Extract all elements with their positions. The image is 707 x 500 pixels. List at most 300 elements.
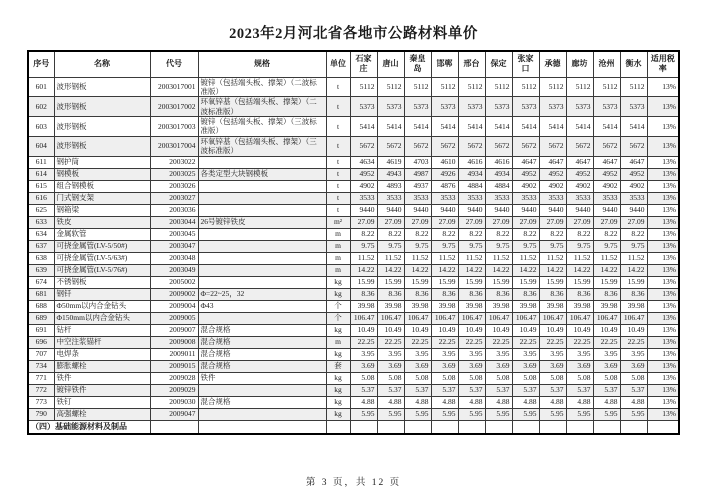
cell-price (377, 420, 404, 434)
cell-price: 5112 (512, 77, 539, 97)
cell-name: 钻杆 (54, 324, 150, 336)
cell-price: 9440 (350, 204, 377, 216)
cell-price: 3.69 (404, 360, 431, 372)
cell-price: 11.52 (431, 252, 458, 264)
cell-price: 5112 (593, 77, 620, 97)
cell-price: 15.99 (485, 276, 512, 288)
table-row (28, 97, 679, 117)
cell-unit: 个 (326, 312, 350, 324)
cell-price: 5373 (458, 97, 485, 117)
cell-price: 9440 (539, 204, 566, 216)
cell-price: 106.47 (620, 312, 647, 324)
table-row (28, 156, 679, 168)
cell-tax: 13% (647, 204, 679, 216)
cell-no: 689 (28, 312, 54, 324)
cell-price: 39.98 (350, 300, 377, 312)
page-footer: 第 3 页，共 12 页 (305, 478, 402, 488)
cell-price: 5373 (485, 97, 512, 117)
column-header: 唐山 (377, 51, 404, 77)
cell-price (512, 420, 539, 434)
cell-price: 5.95 (539, 408, 566, 420)
column-header: 适用税率 (647, 51, 679, 77)
cell-price: 5672 (566, 136, 593, 156)
cell-price: 9.75 (566, 240, 593, 252)
column-header: 衡水 (620, 51, 647, 77)
table-row (28, 276, 679, 288)
cell-tax (647, 420, 679, 434)
cell-price: 8.36 (620, 288, 647, 300)
cell-price: 27.09 (620, 216, 647, 228)
price-table (27, 50, 680, 435)
column-header: 代号 (150, 51, 198, 77)
cell-price: 22.25 (539, 336, 566, 348)
cell-price: 5112 (431, 77, 458, 97)
cell-price: 4943 (377, 168, 404, 180)
cell-no: 674 (28, 276, 54, 288)
cell-price: 106.47 (350, 312, 377, 324)
cell-price: 4.88 (539, 396, 566, 408)
cell-price: 4884 (485, 180, 512, 192)
cell-price: 5.37 (377, 384, 404, 396)
cell-price: 9440 (512, 204, 539, 216)
cell-tax: 13% (647, 288, 679, 300)
cell-name: 不锈钢板 (54, 276, 150, 288)
cell-price: 11.52 (485, 252, 512, 264)
cell-price: 27.09 (431, 216, 458, 228)
cell-price: 15.99 (512, 276, 539, 288)
cell-price (566, 420, 593, 434)
cell-no: 734 (28, 360, 54, 372)
cell-price: 5.08 (377, 372, 404, 384)
cell-price: 3.95 (377, 348, 404, 360)
cell-no: 790 (28, 408, 54, 420)
cell-code (150, 420, 198, 434)
table-row (28, 240, 679, 252)
cell-no: 681 (28, 288, 54, 300)
cell-price: 10.49 (431, 324, 458, 336)
cell-price: 39.98 (620, 300, 647, 312)
cell-price: 5373 (350, 97, 377, 117)
table-row (28, 168, 679, 180)
cell-unit: kg (326, 324, 350, 336)
cell-price: 9.75 (377, 240, 404, 252)
cell-price: 27.09 (377, 216, 404, 228)
cell-price: 15.99 (350, 276, 377, 288)
cell-price (593, 420, 620, 434)
cell-price: 3.69 (593, 360, 620, 372)
cell-code: 2003022 (150, 156, 198, 168)
cell-price: 15.99 (620, 276, 647, 288)
cell-code: 2003017003 (150, 117, 198, 137)
cell-price: 5.37 (404, 384, 431, 396)
cell-code: 2003026 (150, 180, 198, 192)
column-header: 邯郸 (431, 51, 458, 77)
cell-price: 5373 (431, 97, 458, 117)
cell-price: 3.69 (566, 360, 593, 372)
cell-price: 3533 (512, 192, 539, 204)
cell-code: 2009007 (150, 324, 198, 336)
cell-name: 金属软管 (54, 228, 150, 240)
cell-name: 高强螺栓 (54, 408, 150, 420)
cell-price (485, 420, 512, 434)
cell-price: 4902 (566, 180, 593, 192)
cell-price: 4952 (512, 168, 539, 180)
cell-price: 5414 (539, 117, 566, 137)
cell-price: 39.98 (566, 300, 593, 312)
cell-unit: t (326, 136, 350, 156)
cell-price (620, 420, 647, 434)
cell-price: 27.09 (458, 216, 485, 228)
cell-price: 39.98 (458, 300, 485, 312)
cell-price: 3533 (485, 192, 512, 204)
cell-price: 10.49 (377, 324, 404, 336)
cell-spec: 环氧锌基（包括端头板、撑架）（三波标准版） (198, 136, 326, 156)
cell-unit: kg (326, 408, 350, 420)
cell-unit: t (326, 180, 350, 192)
cell-tax: 13% (647, 360, 679, 372)
cell-price: 15.99 (431, 276, 458, 288)
cell-tax: 13% (647, 192, 679, 204)
cell-price: 3533 (458, 192, 485, 204)
cell-code: 2005002 (150, 276, 198, 288)
cell-code: 2009008 (150, 336, 198, 348)
cell-price: 3.69 (431, 360, 458, 372)
cell-price: 11.52 (512, 252, 539, 264)
cell-unit: m (326, 228, 350, 240)
cell-price: 39.98 (377, 300, 404, 312)
cell-price: 4952 (593, 168, 620, 180)
cell-spec: 铁件 (198, 372, 326, 384)
cell-price: 10.49 (458, 324, 485, 336)
cell-price: 106.47 (593, 312, 620, 324)
cell-price: 5.08 (593, 372, 620, 384)
cell-price: 4902 (620, 180, 647, 192)
cell-price: 5672 (404, 136, 431, 156)
cell-price: 5.08 (350, 372, 377, 384)
cell-price: 9.75 (593, 240, 620, 252)
cell-unit: t (326, 204, 350, 216)
cell-unit: kg (326, 276, 350, 288)
cell-price: 14.22 (404, 264, 431, 276)
cell-no: 772 (28, 384, 54, 396)
table-row (28, 252, 679, 264)
cell-price: 22.25 (485, 336, 512, 348)
cell-price: 5.95 (350, 408, 377, 420)
cell-price: 9440 (566, 204, 593, 216)
cell-price: 10.49 (620, 324, 647, 336)
cell-price: 8.36 (593, 288, 620, 300)
cell-name: 可挠金属管(LV-5/50#) (54, 240, 150, 252)
cell-no: 707 (28, 348, 54, 360)
table-row (28, 324, 679, 336)
cell-tax: 13% (647, 180, 679, 192)
cell-price: 11.52 (377, 252, 404, 264)
cell-price: 8.22 (485, 228, 512, 240)
cell-spec (198, 384, 326, 396)
table-row (28, 216, 679, 228)
cell-price: 22.25 (404, 336, 431, 348)
cell-price (458, 420, 485, 434)
table-row (28, 136, 679, 156)
cell-code: 2009004 (150, 300, 198, 312)
cell-spec: 混合规格 (198, 348, 326, 360)
cell-spec: Φ43 (198, 300, 326, 312)
cell-price: 5.37 (458, 384, 485, 396)
table-row (28, 264, 679, 276)
cell-name: Φ150mm以内合金钻头 (54, 312, 150, 324)
cell-price: 5.37 (350, 384, 377, 396)
cell-price: 4.88 (512, 396, 539, 408)
cell-price: 3.69 (458, 360, 485, 372)
cell-price: 5373 (539, 97, 566, 117)
page-title: 2023年2月河北省各地市公路材料单价 (229, 26, 478, 42)
cell-code: 2003017002 (150, 97, 198, 117)
column-header: 保定 (485, 51, 512, 77)
cell-tax: 13% (647, 348, 679, 360)
cell-price: 5414 (512, 117, 539, 137)
cell-spec (198, 312, 326, 324)
cell-price: 14.22 (512, 264, 539, 276)
cell-price: 39.98 (512, 300, 539, 312)
cell-price: 4.88 (620, 396, 647, 408)
column-header: 名称 (54, 51, 150, 77)
cell-code: 2003036 (150, 204, 198, 216)
cell-code: 2003017001 (150, 77, 198, 97)
cell-unit: 套 (326, 360, 350, 372)
cell-price: 5.95 (404, 408, 431, 420)
cell-tax: 13% (647, 336, 679, 348)
cell-tax: 13% (647, 408, 679, 420)
cell-price: 3.95 (404, 348, 431, 360)
cell-price: 5373 (377, 97, 404, 117)
cell-price: 4610 (431, 156, 458, 168)
cell-name: 中空注浆锚杆 (54, 336, 150, 348)
cell-price: 11.52 (539, 252, 566, 264)
cell-name: 波形钢板 (54, 136, 150, 156)
cell-no: 696 (28, 336, 54, 348)
cell-price: 27.09 (404, 216, 431, 228)
table-row (28, 336, 679, 348)
cell-name: 门式钢支架 (54, 192, 150, 204)
column-header: 石家庄 (350, 51, 377, 77)
cell-price: 3.95 (593, 348, 620, 360)
cell-price: 4902 (350, 180, 377, 192)
cell-price: 8.36 (377, 288, 404, 300)
header-row (28, 51, 679, 77)
cell-price: 9.75 (350, 240, 377, 252)
cell-price: 5373 (620, 97, 647, 117)
cell-unit: kg (326, 396, 350, 408)
cell-price: 3.95 (350, 348, 377, 360)
cell-price: 14.22 (566, 264, 593, 276)
cell-no: 616 (28, 192, 54, 204)
cell-no: 611 (28, 156, 54, 168)
cell-price: 5.37 (485, 384, 512, 396)
cell-price: 3.95 (539, 348, 566, 360)
cell-price: 5.08 (431, 372, 458, 384)
cell-price: 14.22 (485, 264, 512, 276)
cell-price: 4647 (593, 156, 620, 168)
cell-price: 5414 (620, 117, 647, 137)
cell-price: 3533 (566, 192, 593, 204)
cell-price: 4902 (539, 180, 566, 192)
cell-price: 3533 (539, 192, 566, 204)
cell-price: 4952 (620, 168, 647, 180)
cell-price: 39.98 (593, 300, 620, 312)
cell-tax: 13% (647, 276, 679, 288)
cell-price: 5672 (512, 136, 539, 156)
cell-price: 4876 (431, 180, 458, 192)
column-header: 秦皇岛 (404, 51, 431, 77)
cell-price: 5414 (350, 117, 377, 137)
cell-spec (198, 192, 326, 204)
cell-tax: 13% (647, 300, 679, 312)
cell-price: 3.69 (620, 360, 647, 372)
cell-price: 4937 (404, 180, 431, 192)
cell-unit: m² (326, 216, 350, 228)
cell-code: 2003027 (150, 192, 198, 204)
cell-price: 8.22 (350, 228, 377, 240)
cell-price: 14.22 (458, 264, 485, 276)
cell-price: 5414 (458, 117, 485, 137)
cell-name: 钢模板 (54, 168, 150, 180)
cell-price: 5.95 (431, 408, 458, 420)
cell-price: 10.49 (350, 324, 377, 336)
cell-name: 钢护筒 (54, 156, 150, 168)
cell-price: 15.99 (539, 276, 566, 288)
cell-price: 5.95 (377, 408, 404, 420)
cell-price: 5.95 (566, 408, 593, 420)
cell-price: 5.95 (593, 408, 620, 420)
cell-price: 9440 (431, 204, 458, 216)
cell-price: 10.49 (566, 324, 593, 336)
column-header: 规格 (198, 51, 326, 77)
cell-unit (326, 420, 350, 434)
cell-unit: 个 (326, 300, 350, 312)
cell-price (404, 420, 431, 434)
cell-price: 39.98 (404, 300, 431, 312)
cell-price: 8.36 (539, 288, 566, 300)
cell-price: 5672 (620, 136, 647, 156)
cell-price: 8.22 (593, 228, 620, 240)
cell-price: 5112 (404, 77, 431, 97)
cell-no: 603 (28, 117, 54, 137)
cell-price: 3533 (593, 192, 620, 204)
cell-name: Φ50mm以内合金钻头 (54, 300, 150, 312)
cell-no: 634 (28, 228, 54, 240)
cell-price: 5.37 (539, 384, 566, 396)
cell-spec: Φ=22~25，32 (198, 288, 326, 300)
cell-price: 27.09 (512, 216, 539, 228)
cell-name: 电焊条 (54, 348, 150, 360)
cell-price: 9440 (485, 204, 512, 216)
cell-price: 14.22 (350, 264, 377, 276)
cell-price: 106.47 (404, 312, 431, 324)
cell-price: 4.88 (485, 396, 512, 408)
cell-price: 10.49 (404, 324, 431, 336)
cell-price: 4.88 (350, 396, 377, 408)
cell-name: 波形钢板 (54, 97, 150, 117)
cell-price: 5.08 (458, 372, 485, 384)
cell-price (431, 420, 458, 434)
cell-spec (198, 408, 326, 420)
cell-price: 5.37 (512, 384, 539, 396)
cell-tax: 13% (647, 372, 679, 384)
table-row (28, 300, 679, 312)
cell-price: 4952 (350, 168, 377, 180)
cell-name: 组合钢模板 (54, 180, 150, 192)
cell-spec: 26号镀锌铁皮 (198, 216, 326, 228)
cell-price: 3.95 (566, 348, 593, 360)
cell-no: 637 (28, 240, 54, 252)
column-header: 序号 (28, 51, 54, 77)
cell-name: 镀锌铁件 (54, 384, 150, 396)
table-row (28, 384, 679, 396)
cell-unit: t (326, 156, 350, 168)
cell-price: 11.52 (350, 252, 377, 264)
cell-price: 5373 (404, 97, 431, 117)
section-label: （四）基础能源材料及制品 (28, 420, 150, 434)
table-row (28, 372, 679, 384)
cell-price: 3.69 (512, 360, 539, 372)
cell-tax: 13% (647, 77, 679, 97)
cell-code: 2003044 (150, 216, 198, 228)
cell-no: 638 (28, 252, 54, 264)
cell-price: 4.88 (431, 396, 458, 408)
cell-name: 铁皮 (54, 216, 150, 228)
cell-price: 10.49 (512, 324, 539, 336)
cell-no: 604 (28, 136, 54, 156)
table-row (28, 192, 679, 204)
cell-price: 5.95 (512, 408, 539, 420)
cell-spec: 镀锌（包括端头板、撑架）（三波标准版） (198, 117, 326, 137)
cell-price: 4.88 (377, 396, 404, 408)
cell-price: 11.52 (593, 252, 620, 264)
cell-price: 106.47 (539, 312, 566, 324)
cell-price: 5414 (431, 117, 458, 137)
cell-no: 688 (28, 300, 54, 312)
section-row (28, 420, 679, 434)
table-row (28, 312, 679, 324)
cell-price: 3533 (377, 192, 404, 204)
cell-price: 9440 (620, 204, 647, 216)
cell-no: 691 (28, 324, 54, 336)
cell-price: 4634 (350, 156, 377, 168)
cell-name: 波形钢板 (54, 77, 150, 97)
cell-tax: 13% (647, 396, 679, 408)
cell-tax: 13% (647, 97, 679, 117)
table-row (28, 396, 679, 408)
cell-price (350, 420, 377, 434)
cell-price: 4.88 (404, 396, 431, 408)
cell-price: 27.09 (350, 216, 377, 228)
cell-unit: t (326, 97, 350, 117)
cell-no: 633 (28, 216, 54, 228)
cell-price: 4926 (431, 168, 458, 180)
cell-price: 8.22 (458, 228, 485, 240)
cell-tax: 13% (647, 264, 679, 276)
cell-price: 5112 (539, 77, 566, 97)
cell-price: 9440 (377, 204, 404, 216)
cell-price: 106.47 (566, 312, 593, 324)
cell-code: 2003047 (150, 240, 198, 252)
cell-unit: kg (326, 348, 350, 360)
cell-name: 钢箱梁 (54, 204, 150, 216)
cell-price: 8.36 (566, 288, 593, 300)
cell-price: 5112 (566, 77, 593, 97)
cell-tax: 13% (647, 252, 679, 264)
cell-price: 5.37 (620, 384, 647, 396)
